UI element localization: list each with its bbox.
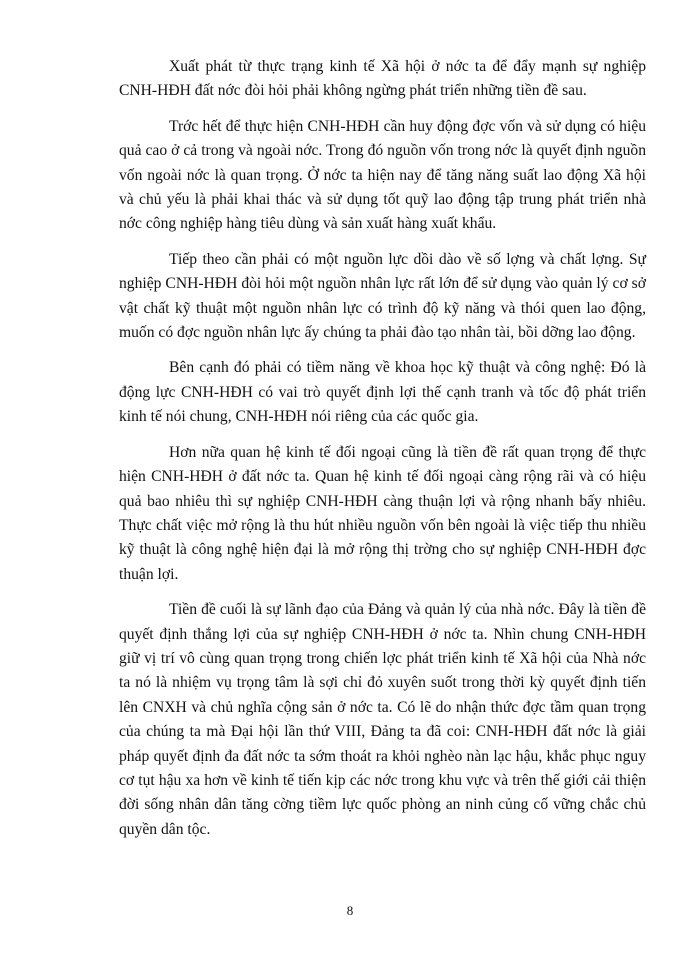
paragraph-foreign-relations: Hơn nữa quan hệ kinh tế đối ngoại cũng là tiền đề rất quan trọng để thực hiện CNH-HĐH ở đất nớc ta. Quan hệ kinh tế đối ngoại càng rộng rãi và có hiệu quả bao nhiêu thì sự nghiệp CNH-HĐH càng thuận lợi và rộng nhanh bấy nhiêu. Thực chất việc mở rộng là thu hút nhiều nguồn vốn bên ngoài là việc tiếp thu nhiều kỹ thuật là công nghệ hiện đại là mở rộng thị trờng cho sự nghiệp CNH-HĐH đợc thuận lợi.: [119, 443, 646, 583]
paragraph-premises-intro: Xuất phát từ thực trạng kinh tế Xã hội ở nớc ta để đẩy mạnh sự nghiệp CNH-HĐH đất nớc đòi hỏi phải không ngừng phát triển những tiền đề sau.: [119, 58, 646, 100]
paragraph-human-resources: Tiếp theo cần phải có một nguồn lực dồi dào về số lợng và chất lợng. Sự nghiệp CNH-HĐH đòi hỏi một nguồn nhân lực rất lớn để sử dụng vào quản lý cơ sở vật chất kỹ thuật một nguồn nhân lực có trình độ kỹ năng và thói quen lao động, muốn có đợc nguồn nhân lực ấy chúng ta phải đào tạo nhân tài, bồi dỡng lao động.: [119, 250, 646, 342]
body-text: [119, 55, 646, 853]
paragraph-science-technology: Bên cạnh đó phải có tiềm năng về khoa học kỹ thuật và công nghệ: Đó là động lực CNH-HĐH có vai trò quyết định lợi thế cạnh tranh và tốc độ phát triển kinh tế nói chung, CNH-HĐH nói riêng của các quốc gia.: [119, 359, 646, 426]
paragraph-capital: Trớc hết để thực hiện CNH-HĐH cần huy động đợc vốn và sử dụng có hiệu quả cao ở cả trong và ngoài nớc. Trong đó nguồn vốn trong nớc là quyết định nguồn vốn ngoài nớc là quan trọng. Ở nớc ta hiện nay để tăng năng suất lao động Xã hội và chủ yếu là phải khai thác và sử dụng tốt quỹ lao động tập trung phát triển nhà nớc công nghiệp hàng tiêu dùng và sản xuất hàng xuất khẩu.: [119, 117, 646, 233]
page-number: 8: [346, 903, 354, 918]
paragraph-party-leadership: Tiền đề cuối là sự lãnh đạo của Đảng và quản lý của nhà nớc. Đây là tiền đề quyết định thắng lợi của sự nghiệp CNH-HĐH ở nớc ta. Nhìn chung CNH-HĐH giữ vị trí vô cùng quan trọng trong chiến lợc phát triển kinh tế Xã hội của Nhà nớc ta nó là nhiệm vụ trọng tâm là sợi chỉ đỏ xuyên suốt trong thời kỳ quyết định tiến lên CNXH và chủ nghĩa cộng sản ở nớc ta. Có lẽ do nhận thức đợc tầm quan trọng của chúng ta mà Đại hội lần thứ VIII, Đảng ta đã coi: CNH-HĐH đất nớc là giải pháp quyết định đa đất nớc ta sớm thoát ra khỏi nghèo nàn lạc hậu, khắc phục nguy cơ tụt hậu xa hơn về kinh tế tiến kịp các nớc trong khu vực và trên thế giới cải thiện đời sống nhân dân tăng cờng tiềm lực quốc phòng an ninh củng cố vững chắc chủ quyền dân tộc.: [119, 601, 646, 838]
